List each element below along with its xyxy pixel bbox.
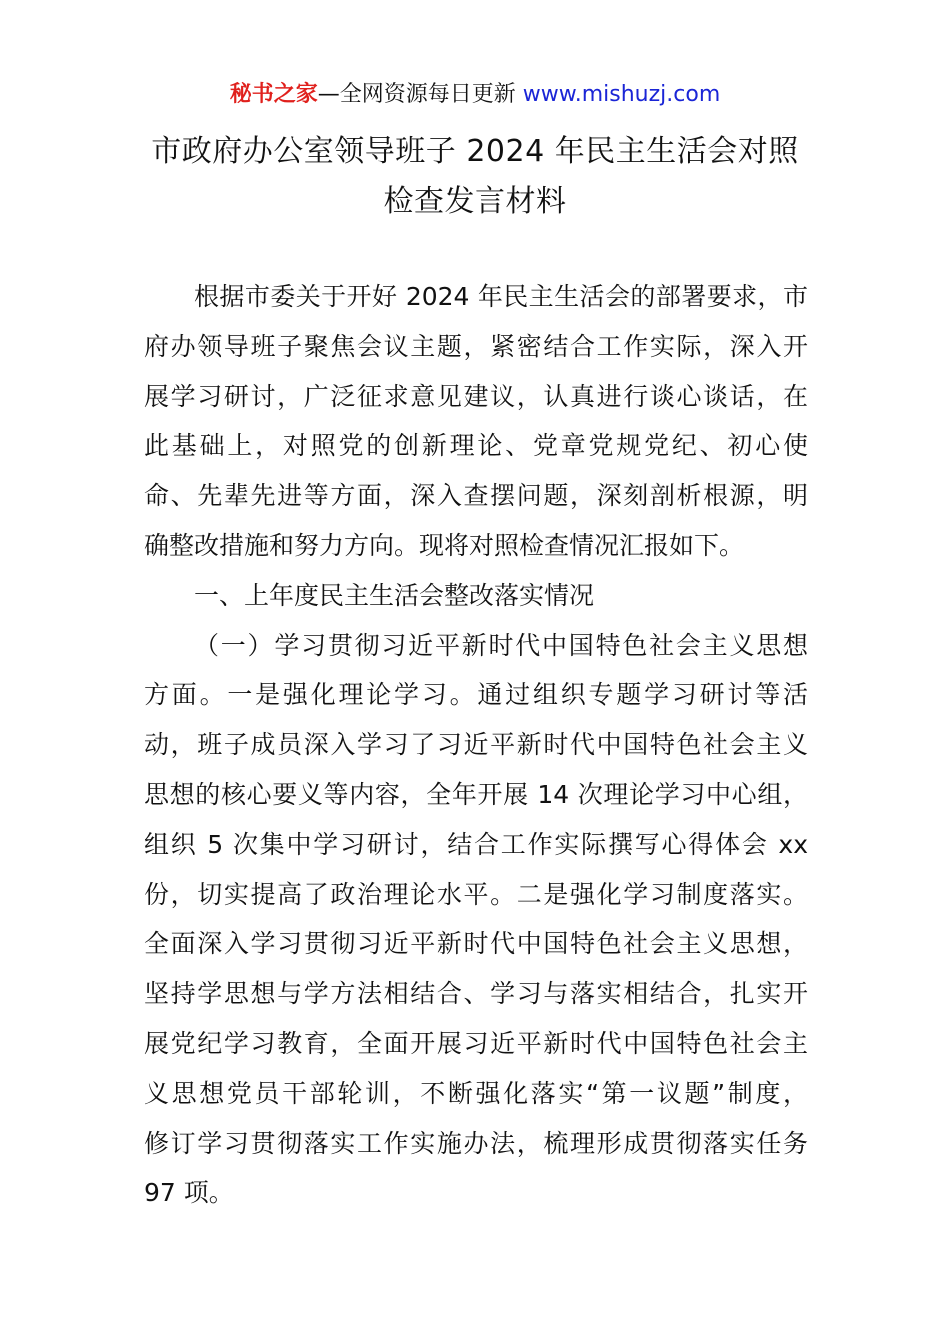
text-line: （一）学习贯彻习近平新时代中国特色社会主义思想 — [194, 630, 808, 660]
paragraph-intro — [144, 272, 808, 571]
text-line: 份，切实提高了政治理论水平。二是强化学习制度落实。 — [144, 879, 808, 909]
paragraph-study — [144, 621, 808, 1219]
site-url-link[interactable]: www.mishuzj.com — [522, 82, 721, 107]
header-tagline: —全网资源每日更新 — [317, 82, 523, 107]
text-line: 府办领导班子聚焦会议主题，紧密结合工作实际，深入开 — [144, 331, 808, 361]
text-line: 修订学习贯彻落实工作实施办法，梳理形成贯彻落实任务 — [144, 1128, 808, 1158]
text-line: 命、先辈先进等方面，深入查摆问题，深刻剖析根源，明 — [144, 481, 808, 511]
text-line: 思想的核心要义等内容，全年开展 14 次理论学习中心组， — [144, 779, 808, 809]
text-line: 动，班子成员深入学习了习近平新时代中国特色社会主义 — [144, 730, 808, 760]
text-line: 此基础上，对照党的创新理论、党章党规党纪、初心使 — [144, 431, 808, 461]
text-line: 展党纪学习教育，全面开展习近平新时代中国特色社会主 — [144, 1028, 808, 1058]
text-line: 方面。一是强化理论学习。通过组织专题学习研讨等活 — [144, 680, 808, 710]
document-body — [144, 272, 808, 1218]
text-line: 确整改措施和努力方向。现将对照检查情况汇报如下。 — [144, 530, 745, 560]
text-line: 97 项。 — [144, 1178, 234, 1208]
text-line: 根据市委关于开好 2024 年民主生活会的部署要求，市 — [194, 282, 808, 311]
text-line: 全面深入学习贯彻习近平新时代中国特色社会主义思想， — [144, 929, 808, 959]
section-heading — [144, 571, 808, 621]
text-line: 义思想党员干部轮训，不断强化落实“第一议题”制度， — [144, 1078, 808, 1108]
text-line: 展学习研讨，广泛征求意见建议，认真进行谈心谈话，在 — [144, 381, 808, 411]
text-line: 组织 5 次集中学习研讨，结合工作实际撰写心得体会 xx — [144, 829, 808, 859]
site-header — [0, 80, 950, 110]
brand-name: 秘书之家 — [229, 82, 318, 107]
title-line-1: 市政府办公室领导班子 2024 年民主生活会对照 — [151, 134, 799, 169]
section-heading-text: 一、上年度民主生活会整改落实情况 — [194, 580, 595, 610]
title-line-2: 检查发言材料 — [383, 184, 567, 219]
document-title — [100, 127, 850, 227]
text-line: 坚持学思想与学方法相结合、学习与落实相结合，扎实开 — [144, 979, 808, 1009]
